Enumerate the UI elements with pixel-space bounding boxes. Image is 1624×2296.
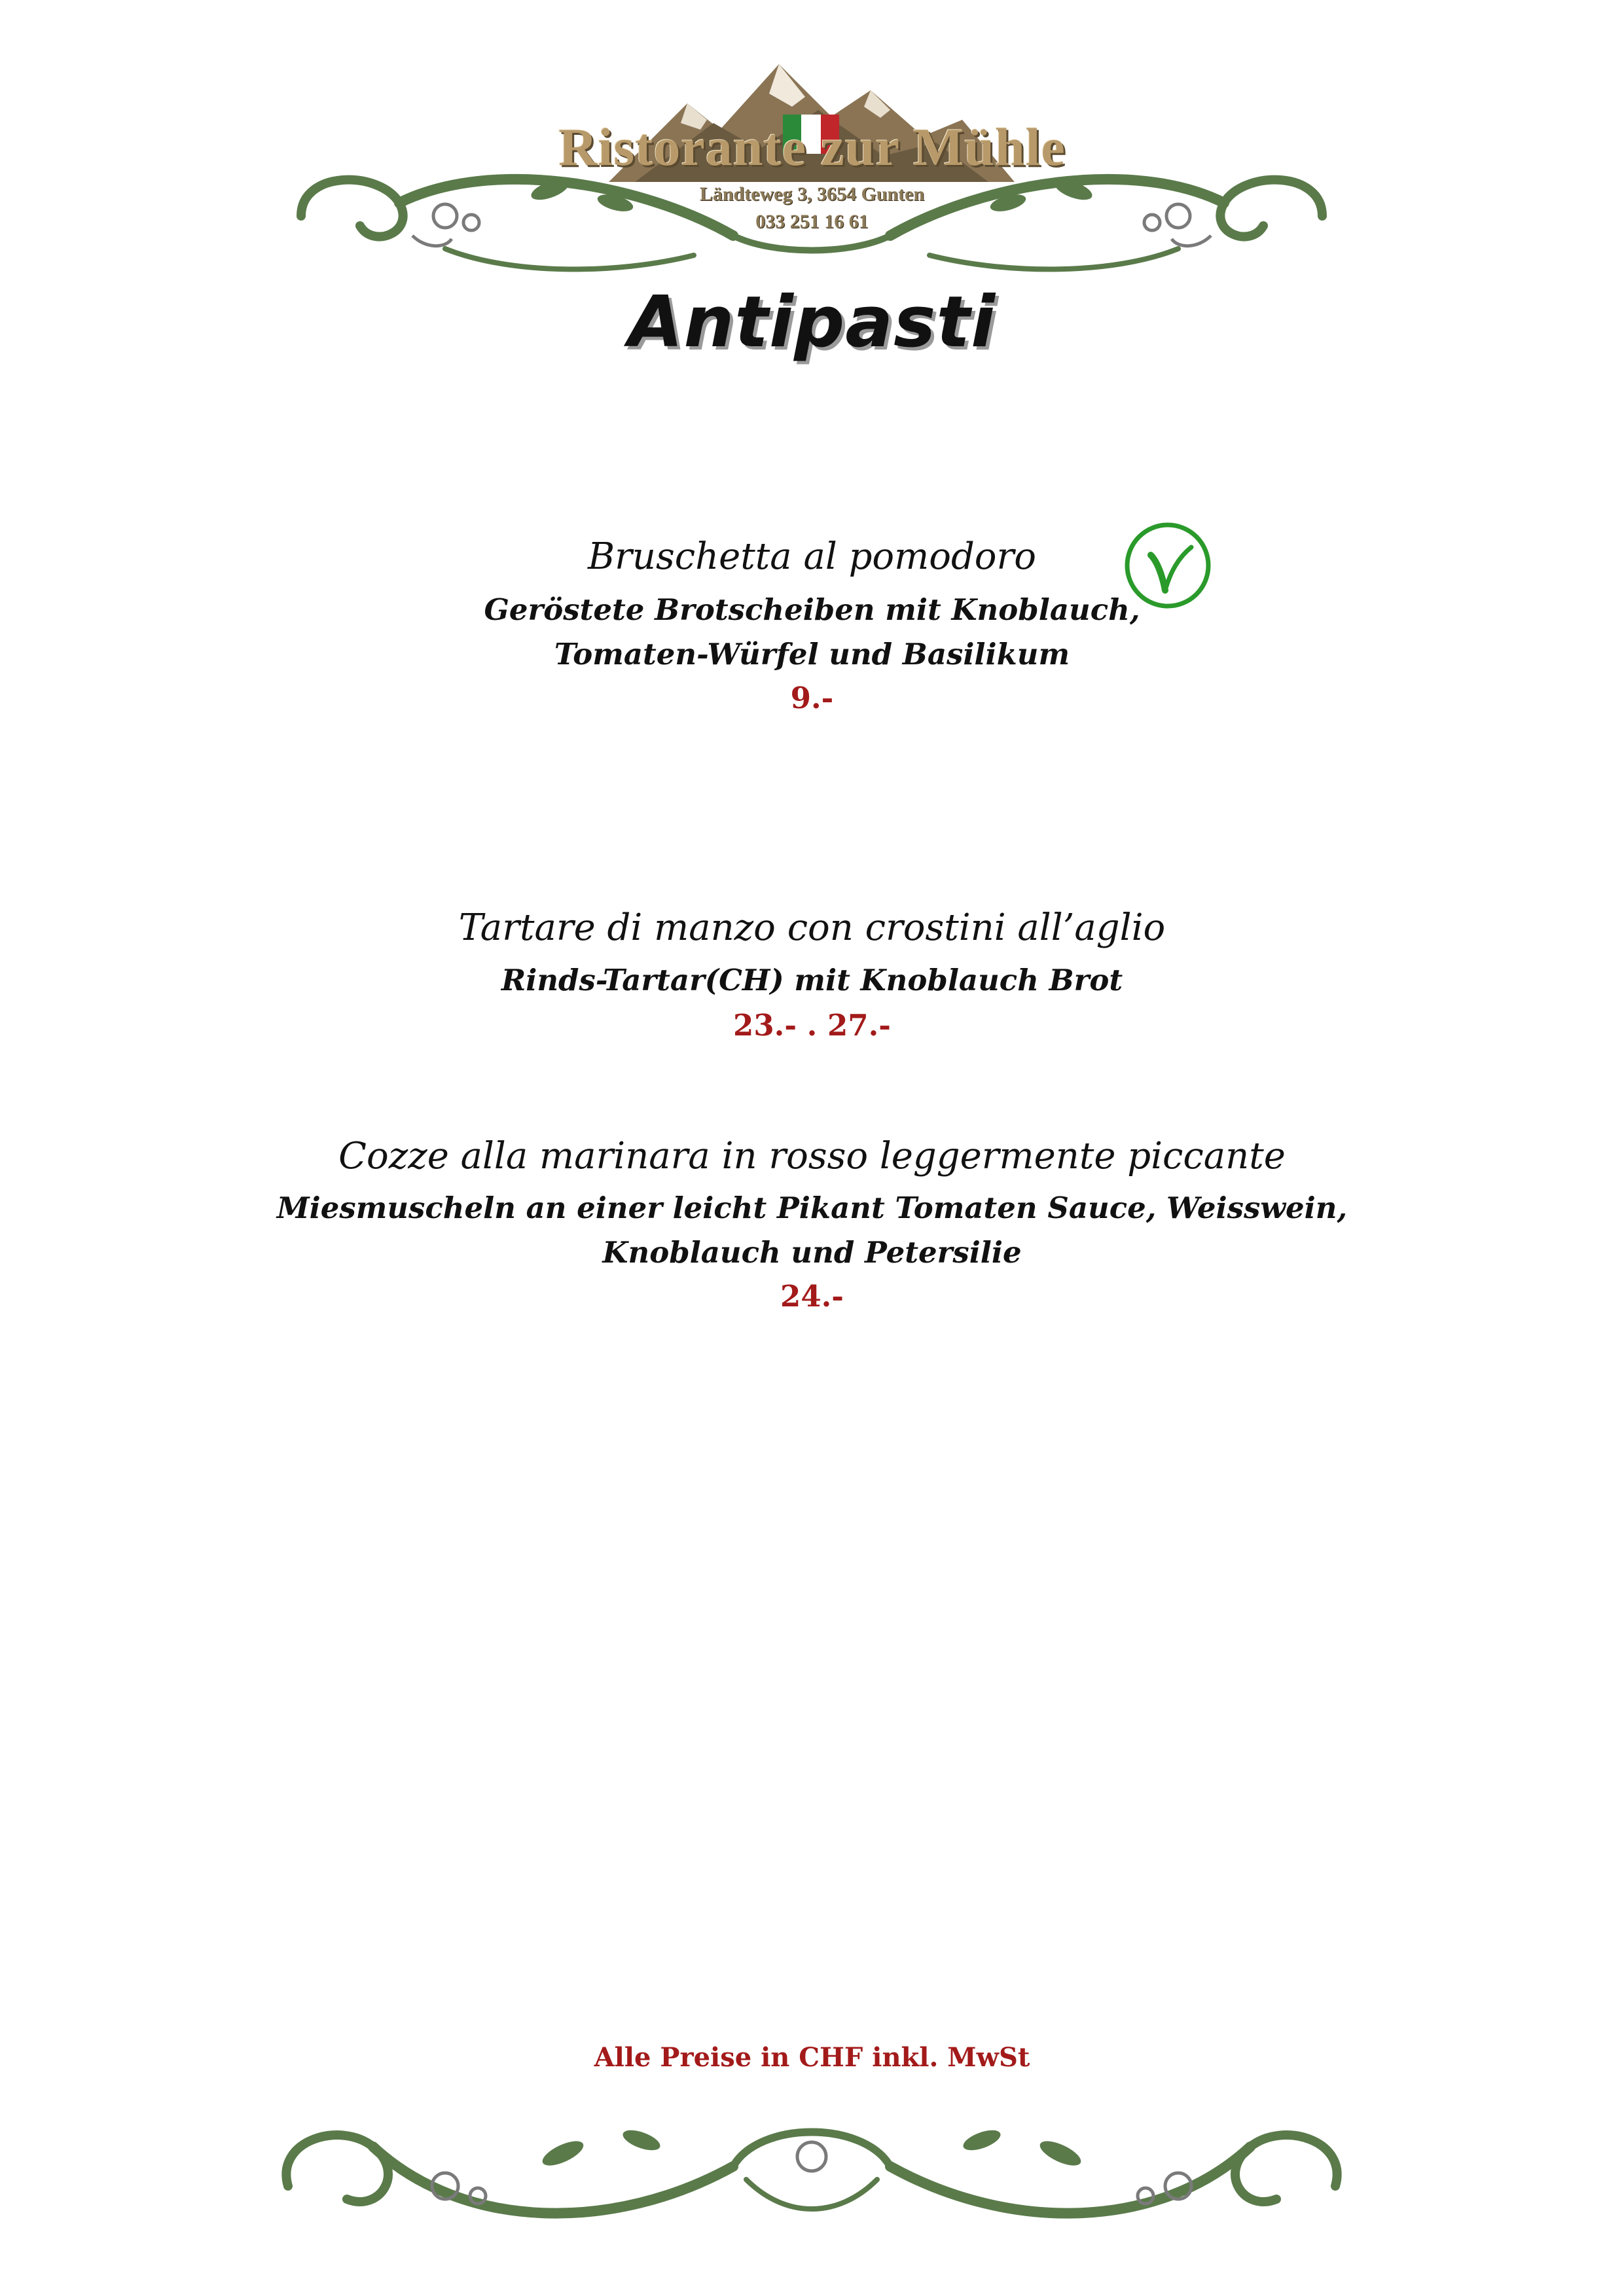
- menu-item-description: Geröstete Brotscheiben mit Knoblauch,: [484, 592, 1140, 627]
- footer-swirl-ornament-icon: [249, 2094, 1375, 2258]
- menu-item-description: Miesmuscheln an einer leicht Pikant Tomaten Sauce, Weisswein,: [276, 1191, 1348, 1225]
- menu-item-price: 9.-: [790, 681, 834, 715]
- restaurant-name: Ristorante zur Mühle: [558, 117, 1066, 177]
- section-title: Antipasti: [628, 281, 996, 363]
- menu-item-price: 24.-: [780, 1279, 844, 1314]
- header-swirl-ornament-icon: [275, 144, 1348, 295]
- price-note: Alle Preise in CHF inkl. MwSt: [594, 2042, 1030, 2073]
- menu-item-price: 23.- . 27.-: [733, 1008, 891, 1043]
- menu-item-name: Tartare di manzo con crostini all’aglio: [458, 906, 1166, 949]
- menu-item-description: Knoblauch und Petersilie: [602, 1235, 1022, 1270]
- restaurant-phone: 033 251 16 61: [755, 211, 869, 232]
- restaurant-address: Ländteweg 3, 3654 Gunten: [699, 183, 925, 205]
- menu-item-name: Bruschetta al pomodoro: [587, 535, 1036, 578]
- menu-item-name: Cozze alla marinara in rosso leggermente piccante: [338, 1135, 1286, 1177]
- menu-item-description: Tomaten-Würfel und Basilikum: [554, 637, 1070, 672]
- menu-item-description: Rinds-Tartar(CH) mit Knoblauch Brot: [501, 963, 1123, 997]
